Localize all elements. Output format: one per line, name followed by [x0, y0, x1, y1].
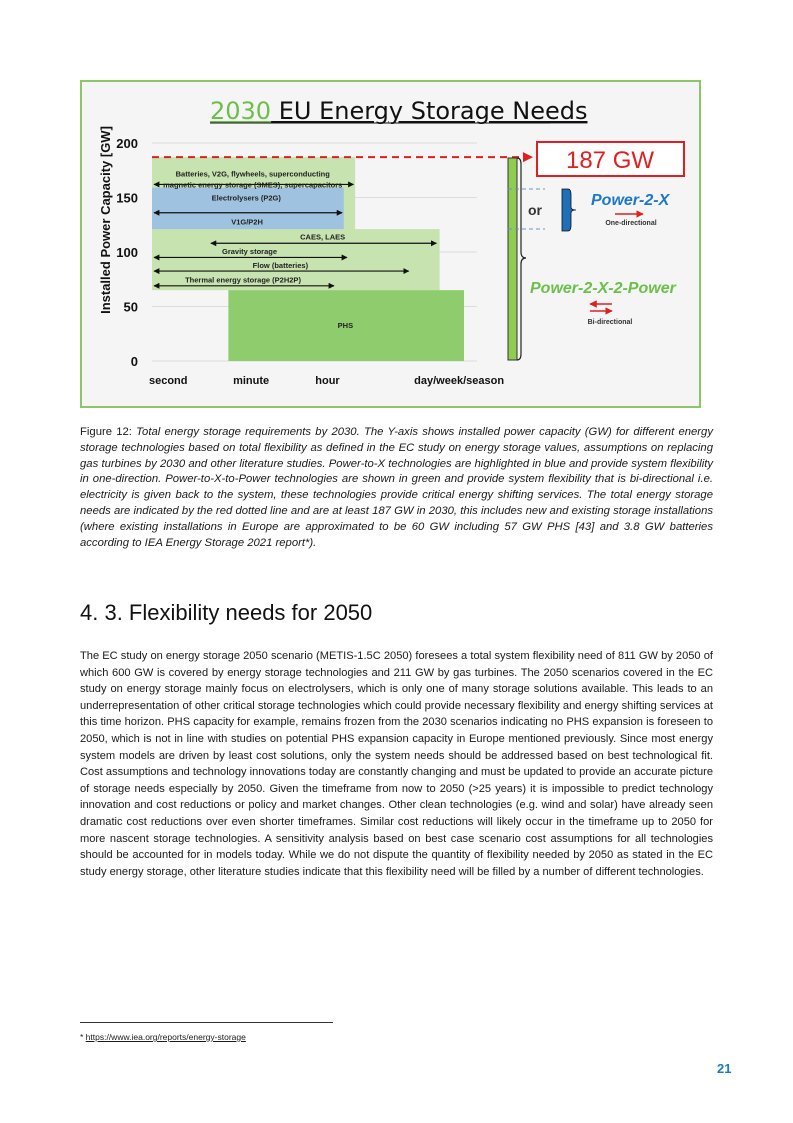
range-label: V1G/P2H: [231, 217, 263, 227]
page-number: 21: [717, 1061, 732, 1076]
p2x2p-label: Power-2-X-2-Power: [530, 280, 676, 297]
x-tick-label: second: [148, 375, 188, 387]
y-tick-label: 200: [116, 136, 138, 151]
p2x-sub: One-directional: [605, 220, 657, 227]
caption-text: Total energy storage requirements by 2030. The Y-axis shows installed power capacity (GW) for different energy storage technologies based on total flexibility as defined in the EC study on energy storage values, assumptions on replacing gas turbines by 2030 and other literature studies. Power-to-X technologies are highlighted in blue and provide system flexibility in one-direction. Power-to-X-to-Power technologies are shown in green and provide system flexibility that is bi-directional i.e. electricity is given back to the system, these technologies provide critical energy shifting services. The total energy storage needs are indicated by the red dotted line and are at least 187 GW in 2030, this includes new and existing storage installations (where existing installations in Europe are approximated to be 60 GW including 57 GW PHS [43] and 3.8 GW batteries according to IEA Energy Storage 2021 report*).: [80, 426, 713, 549]
caption-label: Figure 12:: [80, 426, 132, 438]
figure-caption: [80, 425, 713, 551]
footnote-divider: [80, 1022, 333, 1023]
figure-2030-storage-needs: [80, 80, 701, 408]
section-heading: 4. 3. Flexibility needs for 2050: [80, 600, 373, 625]
or-label: or: [528, 202, 542, 218]
x-tick-label: hour: [315, 375, 340, 387]
range-label: PHS: [337, 321, 354, 331]
footnote-marker: *: [80, 1032, 86, 1042]
p2x-label: Power-2-X: [591, 192, 670, 209]
footnote-link[interactable]: https://www.iea.org/reports/energy-storage: [85, 1032, 246, 1042]
range-label: Batteries, V2G, flywheels, superconducting: [175, 169, 330, 179]
p2x2p-sub: Bi-directional: [587, 319, 633, 326]
y-tick-label: 0: [130, 354, 138, 369]
range-label: Thermal energy storage (P2H2P): [185, 275, 301, 285]
range-label: Flow (batteries): [252, 261, 309, 271]
footnote: [80, 1032, 246, 1042]
range-label: Electrolysers (P2G): [211, 193, 281, 203]
section-body: The EC study on energy storage 2050 scenario (METIS-1.5C 2050) foresees a total system flexibility need of 811 GW by 2050 of which 600 GW is covered by energy storage technologies and 211 GW by gas turbines. The 2050 scenarios covered in the EC study on energy storage mainly focus on electrolysers, which is only one of many storage solutions available. This leads to an underrepresentation of other critical storage technologies which could provide necessary flexibility and energy shifting services at this time horizon. PHS capacity for example, remains frozen from the 2030 scenarios indicating no PHS expansion is foreseen to 2050, which is not in line with studies on potential PHS expansion capacity in Europe mentioned previously. Since most energy system models are driven by least cost solutions, only the system needs should be addressed based on best technological fit. Cost assumptions and technology innovations today are constantly changing and must be updated to provide an accurate picture of storage needs especially by 2050. Given the timeframe from now to 2050 (>25 years) it is impossible to predict technology innovation and cost reductions or policy and market changes. Other clean technologies (e.g. wind and solar) have already seen dramatic cost reductions over even shorter timeframes. Similar cost reductions will likely occur in the timeframe up to 2050 for more nascent storage technologies. A sensitivity analysis based on best case scenario cost assumptions for all technologies should be accounted for in models today. While we do not dispute the quantity of flexibility needed by 2050 as stated in the EC study energy storage, other literature studies indicate that this flexibility need will be filled by a number of different technologies.: [80, 650, 713, 878]
y-tick-label: 100: [116, 245, 138, 260]
x-tick-label: minute: [233, 375, 270, 387]
y-tick-label: 50: [123, 299, 138, 315]
x-tick-label: day/week/season: [414, 375, 505, 387]
range-label: Gravity storage: [221, 246, 278, 256]
y-tick-label: 150: [116, 190, 138, 206]
range-label: magnetic energy storage (SMES), supercapacitors: [163, 180, 343, 190]
range-label: CAES, LAES: [300, 232, 346, 242]
y-axis-title: Installed Power Capacity [GW]: [98, 126, 113, 314]
p2x2p-bracket: [508, 158, 517, 360]
total-need-label: 187 GW: [565, 147, 655, 174]
chart-title: 2030 EU Energy Storage Needs: [210, 97, 588, 125]
